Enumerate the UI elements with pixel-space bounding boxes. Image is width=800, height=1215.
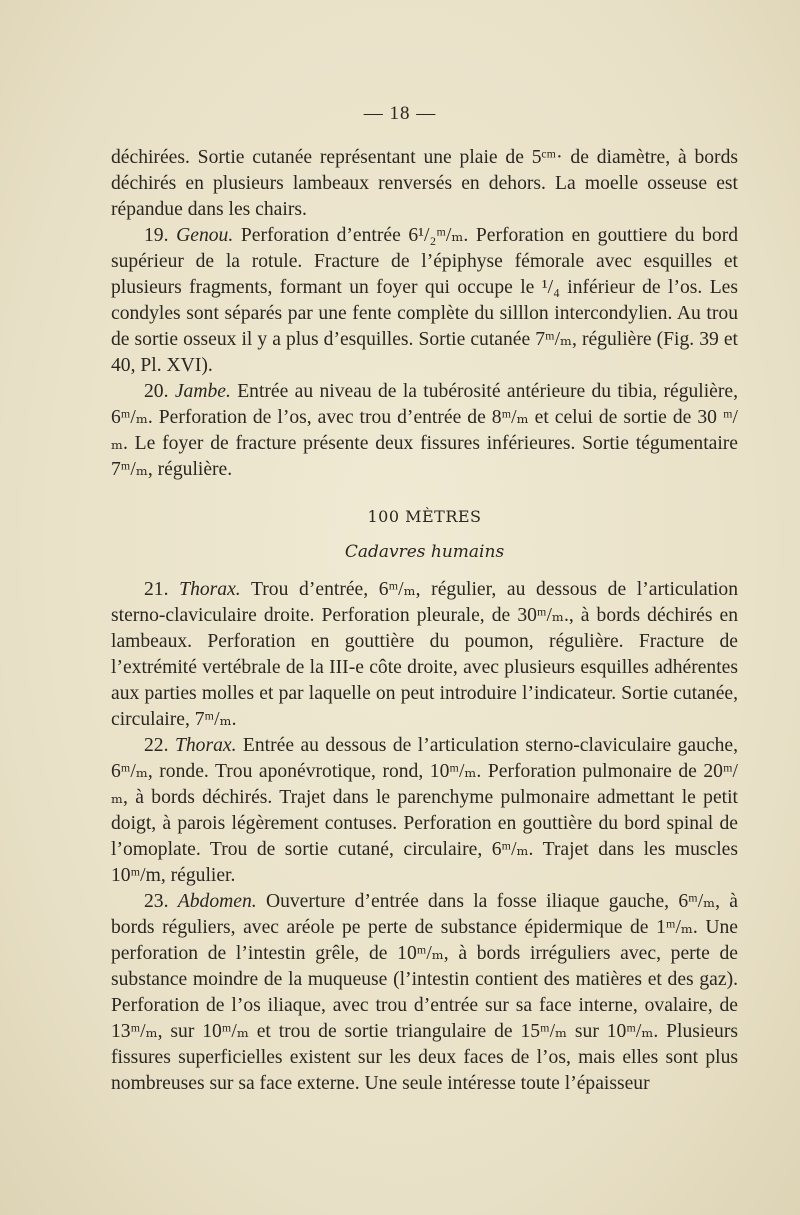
entry-text: Trou d’entrée, 6ᵐ/ₘ, régulier, au dessous de l’articulation sterno-claviculaire droite. Perforation pleurale, de 30ᵐ/ₘ., à bords déchirés en lambeaux. Perforation en gouttière du poumon, régulière. Fracture de l’extrémité vertébrale de la III-e côte droite, avec plusieurs esquilles adhérentes aux parties molles et par laquelle on peut introduire l’indicateur. Sortie cutanée, circulaire, 7ᵐ/ₘ. [111,579,738,730]
entry-number: 20. [144,381,169,402]
paragraph-19 [111,223,738,379]
entry-number: 22. [144,735,169,756]
entry-title: Abdomen. [177,891,257,912]
entry-text: Entrée au niveau de la tubérosité antérieure du tibia, régulière, 6ᵐ/ₘ. Perforation de l’os, avec trou d’entrée de 8ᵐ/ₘ et celui de sortie de 30 ᵐ/ₘ. Le foyer de fracture présente deux fissures inférieures. Sortie tégumentaire 7ᵐ/ₘ, régulière. [111,381,738,480]
entry-title: Thorax. [174,735,237,756]
entry-number: 23. [144,891,169,912]
entry-number: 21. [144,579,169,600]
paragraph-20 [111,379,738,483]
entry-text: Entrée au dessous de l’articulation sterno-claviculaire gauche, 6ᵐ/ₘ, ronde. Trou aponévrotique, rond, 10ᵐ/ₘ. Perforation pulmonaire de 20ᵐ/ₘ, à bords déchirés. Trajet dans le parenchyme pulmonaire admettant le petit doigt, à parois légèrement contuses. Perforation en gouttière du bord spinal de l’omoplate. Trou de sortie cutané, circulaire, 6ᵐ/ₘ. Trajet dans les muscles 10ᵐ/m, régulier. [111,735,739,886]
entry-title: Thorax. [179,579,241,600]
entry-title: Jambe. [174,381,231,402]
paragraph-21 [111,577,738,733]
paragraph-continuation: déchirées. Sortie cutanée représentant une plaie de 5ᶜᵐ· de diamètre, à bords déchirés en plusieurs lambeaux renversés en dehors. La moelle osseuse est répandue dans les chairs. [111,147,738,220]
paragraph-23 [111,889,738,1097]
section-heading: 100 MÈTRES [367,507,482,526]
entry-number: 19. [144,225,169,246]
page-number: — 18 — [363,103,437,124]
section-subheading: Cadavres humains [344,542,505,562]
body-text [111,145,738,1097]
entry-title: Genou. [176,225,234,246]
entry-text: Ouverture d’entrée dans la fosse iliaque gauche, 6ᵐ/ₘ, à bords réguliers, avec aréole pe perte de substance épidermique de 1ᵐ/ₘ. Une perforation de l’intestin grêle, de 10ᵐ/ₘ, à bords irréguliers avec, perte de substance moindre de la muqueuse (l’intestin contient des matières et des gaz). Perforation de l’os iliaque, avec trou d’entrée sur sa face interne, ovalaire, de 13ᵐ/ₘ, sur 10ᵐ/ₘ et trou de sortie triangulaire de 15ᵐ/ₘ sur 10ᵐ/ₘ. Plusieurs fissures superficielles existent sur les deux faces de l’os, mais elles sont plus nombreuses sur sa face externe. Une seule intéresse toute l’épaisseur [111,891,739,1094]
paragraph-22 [111,733,738,889]
entry-text: Perforation d’entrée 6¹/₂ᵐ/ₘ. Perforation en gouttiere du bord supérieur de la rotule. Fracture de l’épiphyse fémorale avec esquilles et plusieurs fragments, formant un foyer qui occupe le ¹/₄ inférieur de l’os. Les condyles sont séparés par une fente complète du silllon intercondylien. Au trou de sortie osseux il y a plus d’esquilles. Sortie cutanée 7ᵐ/ₘ, régulière (Fig. 39 et 40, Pl. XVI). [111,225,739,376]
